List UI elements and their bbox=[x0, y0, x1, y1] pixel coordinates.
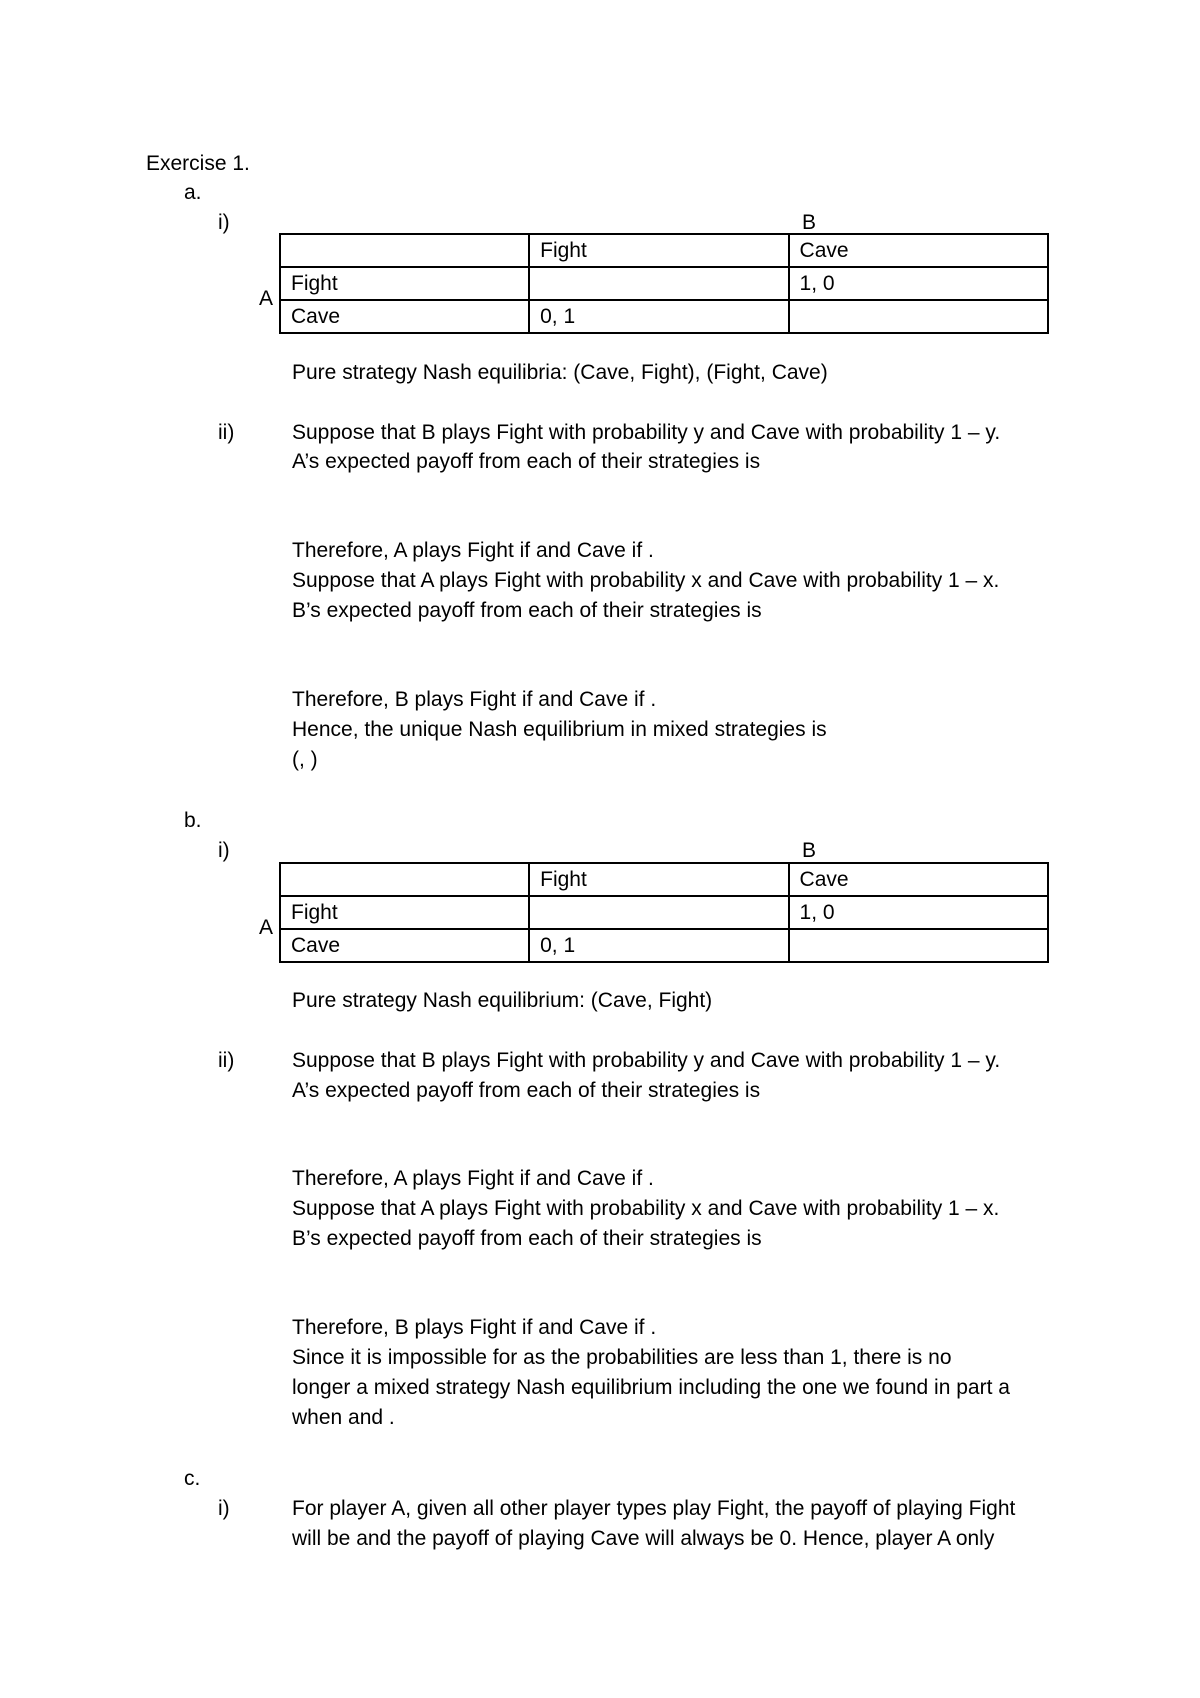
part-a-line: B’s expected payoff from each of their strategies is bbox=[292, 599, 762, 622]
matrix-row-label-fight: Fight bbox=[280, 267, 529, 300]
part-c-line: will be and the payoff of playing Cave will always be 0. Hence, player A only bbox=[292, 1527, 995, 1550]
part-b-line: longer a mixed strategy Nash equilibrium including the one we found in part a bbox=[292, 1376, 1010, 1399]
part-b-line: B’s expected payoff from each of their strategies is bbox=[292, 1227, 762, 1250]
part-b-col-player: B bbox=[802, 839, 817, 862]
matrix-cell: 0, 1 bbox=[529, 929, 788, 962]
part-b-line: Since it is impossible for as the probabilities are less than 1, there is no bbox=[292, 1346, 952, 1369]
matrix-row-label-cave: Cave bbox=[280, 929, 529, 962]
table-row bbox=[280, 929, 1048, 962]
matrix-header-fight: Fight bbox=[529, 234, 788, 267]
part-a-line: A’s expected payoff from each of their strategies is bbox=[292, 450, 761, 473]
matrix-row-label-fight: Fight bbox=[280, 896, 529, 929]
part-b-line: Therefore, B plays Fight if and Cave if . bbox=[292, 1316, 657, 1339]
part-a-matrix-table bbox=[279, 233, 1049, 334]
exercise-title: Exercise 1. bbox=[146, 152, 250, 175]
matrix-row-label-cave: Cave bbox=[280, 300, 529, 333]
matrix-cell: 0, 1 bbox=[529, 300, 788, 333]
matrix-cell bbox=[280, 234, 529, 267]
part-a-i-label: i) bbox=[218, 211, 230, 234]
part-b-row-player: A bbox=[259, 916, 274, 939]
part-a-line: (, ) bbox=[292, 748, 318, 771]
matrix-cell bbox=[789, 929, 1048, 962]
part-b-pure-ne: Pure strategy Nash equilibrium: (Cave, Fight) bbox=[292, 989, 713, 1012]
part-b-ii-label: ii) bbox=[218, 1049, 235, 1072]
part-a-line: Suppose that A plays Fight with probability x and Cave with probability 1 – x. bbox=[292, 569, 1000, 592]
part-a-ii-label: ii) bbox=[218, 421, 235, 444]
part-b-payoff-matrix bbox=[259, 862, 1049, 957]
table-row bbox=[280, 267, 1048, 300]
matrix-cell: 1, 0 bbox=[789, 267, 1048, 300]
part-a-payoff-matrix bbox=[259, 233, 1049, 328]
matrix-header-cave: Cave bbox=[789, 234, 1048, 267]
matrix-cell bbox=[529, 267, 788, 300]
part-a-line: Suppose that B plays Fight with probability y and Cave with probability 1 – y. bbox=[292, 421, 1001, 444]
part-a-line: Therefore, B plays Fight if and Cave if . bbox=[292, 688, 657, 711]
table-row bbox=[280, 863, 1048, 896]
part-a-label: a. bbox=[184, 181, 202, 204]
matrix-header-cave: Cave bbox=[789, 863, 1048, 896]
part-c-i-label: i) bbox=[218, 1497, 230, 1520]
part-c-line: For player A, given all other player types play Fight, the payoff of playing Fight bbox=[292, 1497, 1016, 1520]
matrix-header-fight: Fight bbox=[529, 863, 788, 896]
matrix-cell bbox=[529, 896, 788, 929]
table-row bbox=[280, 234, 1048, 267]
matrix-cell bbox=[280, 863, 529, 896]
part-b-label: b. bbox=[184, 809, 202, 832]
matrix-cell bbox=[789, 300, 1048, 333]
part-b-line: Suppose that A plays Fight with probability x and Cave with probability 1 – x. bbox=[292, 1197, 1000, 1220]
part-a-row-player: A bbox=[259, 287, 274, 310]
part-b-line: Therefore, A plays Fight if and Cave if . bbox=[292, 1167, 654, 1190]
table-row bbox=[280, 300, 1048, 333]
part-b-line: Suppose that B plays Fight with probability y and Cave with probability 1 – y. bbox=[292, 1049, 1001, 1072]
matrix-cell: 1, 0 bbox=[789, 896, 1048, 929]
part-b-line: when and . bbox=[292, 1406, 395, 1429]
part-a-line: Therefore, A plays Fight if and Cave if . bbox=[292, 539, 654, 562]
part-b-i-label: i) bbox=[218, 839, 230, 862]
part-b-matrix-table bbox=[279, 862, 1049, 963]
part-c-label: c. bbox=[184, 1467, 201, 1490]
part-b-line: A’s expected payoff from each of their strategies is bbox=[292, 1079, 761, 1102]
part-a-pure-ne: Pure strategy Nash equilibria: (Cave, Fight), (Fight, Cave) bbox=[292, 361, 828, 384]
table-row bbox=[280, 896, 1048, 929]
part-a-line: Hence, the unique Nash equilibrium in mixed strategies is bbox=[292, 718, 827, 741]
part-a-col-player: B bbox=[802, 211, 817, 234]
